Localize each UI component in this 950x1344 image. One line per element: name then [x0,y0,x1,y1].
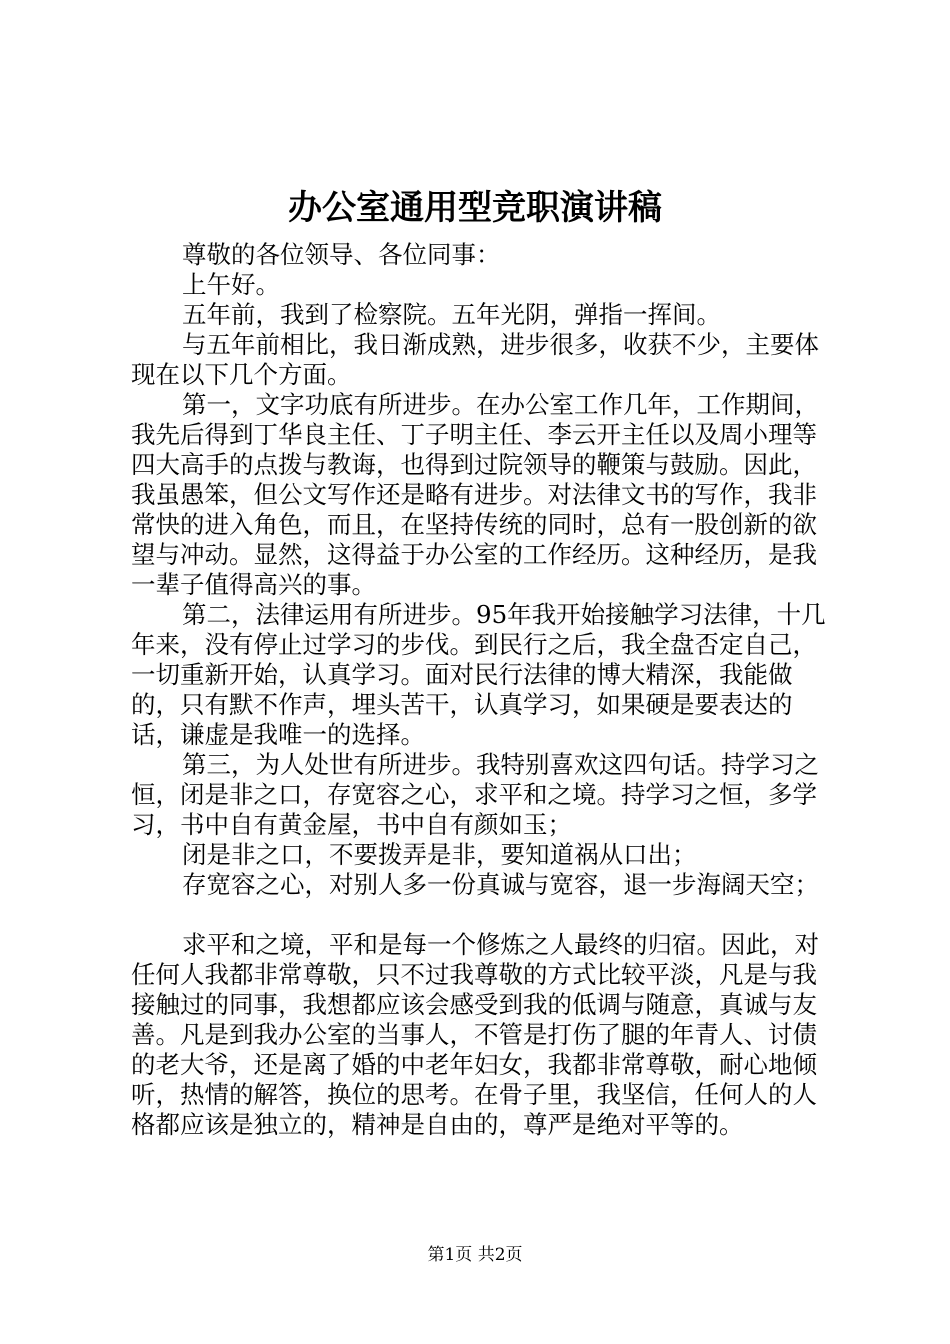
salutation: 尊敬的各位领导、各位同事： [182,240,501,269]
greeting: 上午好。 [182,270,280,299]
paragraph-intro: 五年前，我到了检察院。五年光阴，弹指一挥间。 [182,300,721,329]
paragraph-first: 第一，文字功底有所进步。在办公室工作几年，工作期间，我先后得到丁华良主任、丁子明主任、李云开主任以及周小理等四大高手的点拨与教诲，也得到过院领导的鞭策与鼓励。因此，我虽愚笨，但公文写作还是略有进步。对法律文书的写作，我非常快的进入角色，而且，在坚持传统的同时，总有一股创新的欲望与冲动。显然，这得益于办公室的工作经历。这种经历，是我一辈子值得高兴的事。 [131,390,819,599]
paragraph-peace: 求平和之境，平和是每一个修炼之人最终的归宿。因此，对任何人我都非常尊敬，只不过我尊敬的方式比较平淡，凡是与我接触过的同事，我想都应该会感受到我的低调与随意，真诚与友善。凡是到我办公室的当事人，不管是打伤了腿的年青人、讨债的老大爷，还是离了婚的中老年妇女，我都非常尊敬，耐心地倾听，热情的解答，换位的思考。在骨子里，我坚信，任何人的人格都应该是独立的，精神是自由的，尊严是绝对平等的。 [131,930,819,1139]
page-footer: 第1页 共2页 [427,1245,523,1265]
paragraph-closed-mouth: 闭是非之口，不要拨弄是非，要知道祸从口出； [182,840,697,869]
paragraph-tolerance: 存宽容之心，对别人多一份真诚与宽容，退一步海阔天空； [182,870,819,899]
document-title: 办公室通用型竞职演讲稿 [288,188,662,228]
paragraph-comparison: 与五年前相比，我日渐成熟，进步很多，收获不少，主要体现在以下几个方面。 [131,330,819,389]
paragraph-second: 第二，法律运用有所进步。95年我开始接触学习法律，十几年来，没有停止过学习的步伐。到民行之后，我全盘否定自己，一切重新开始，认真学习。面对民行法律的博大精深，我能做的，只有默不作声，埋头苦干，认真学习，如果硬是要表达的话，谦虚是我唯一的选择。 [131,600,826,749]
document-body [131,240,831,1140]
paragraph-gap [131,900,831,930]
paragraph-third: 第三，为人处世有所进步。我特别喜欢这四句话。持学习之恒，闭是非之口，存宽容之心，求平和之境。持学习之恒，多学习，书中自有黄金屋，书中自有颜如玉； [131,750,819,839]
